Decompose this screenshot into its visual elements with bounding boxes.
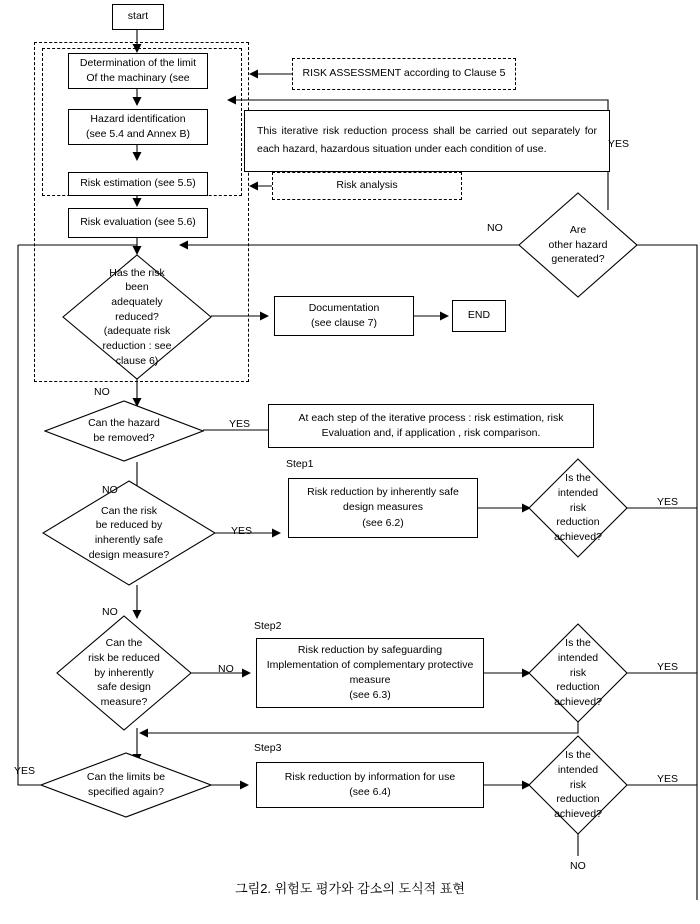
edge-label-yes-intended-1: YES — [657, 496, 679, 508]
node-step1-line2: design measures — [343, 501, 423, 514]
node-step2-line3: measure — [349, 674, 391, 686]
step3-label: Step3 — [254, 742, 282, 754]
oh-l2: other hazard — [548, 238, 608, 251]
node-step1-line1: Risk reduction by inherently safe — [307, 486, 459, 499]
int2-l4: reduction — [556, 681, 600, 694]
hrr-l2: been — [125, 281, 149, 294]
decision-intended-reduction-achieved-2[interactable] — [528, 623, 628, 723]
int3-l3: risk — [569, 778, 587, 791]
note-risk-analysis-label: Risk analysis — [336, 179, 398, 192]
chr-l1: Can the hazard — [88, 417, 160, 430]
crri-l2: be reduced by — [95, 519, 163, 532]
node-end-label: END — [467, 309, 491, 322]
crri2-l2: risk be reduced — [88, 651, 160, 664]
chr-l2: be removed? — [93, 432, 155, 444]
crri2-l5: measure? — [100, 696, 148, 709]
node-step1-risk-reduction[interactable] — [288, 478, 478, 538]
node-hazard-identification-line2: (see 5.4 and Annex B) — [86, 128, 190, 140]
node-determination-line2: Of the machinary (see — [86, 72, 190, 84]
node-step2-line1: Risk reduction by safeguarding — [297, 643, 443, 656]
node-documentation[interactable] — [274, 296, 414, 336]
node-hazard-identification-line1: Hazard identification — [90, 112, 186, 125]
int1-l5: achieved? — [554, 531, 602, 544]
node-risk-estimation[interactable] — [68, 172, 208, 196]
node-step1-line3: (see 6.2) — [362, 516, 404, 529]
int3-l5: achieved? — [554, 808, 602, 821]
note-each-step-line2: Evaluation and, if application , risk comparison. — [321, 427, 541, 439]
node-step3-line2: (see 6.4) — [349, 786, 391, 798]
note-risk-assessment — [292, 58, 516, 90]
step2-label: Step2 — [254, 620, 282, 632]
node-start[interactable] — [112, 4, 164, 30]
int3-l1: Is the — [565, 749, 591, 762]
decision-other-hazard-generated[interactable] — [518, 192, 638, 298]
edge-label-yes-other-hazard: YES — [608, 138, 630, 150]
node-end[interactable] — [452, 300, 506, 332]
decision-has-risk-reduced[interactable] — [62, 254, 212, 380]
edge-label-no-risk-inherent: NO — [102, 606, 118, 618]
edge-label-yes-risk-inherent: YES — [231, 525, 253, 537]
decision-can-hazard-be-removed[interactable] — [44, 400, 204, 462]
node-determination-of-limits[interactable] — [68, 53, 208, 89]
node-step2-line4: (see 6.3) — [349, 689, 391, 702]
int1-l2: intended — [557, 486, 599, 499]
node-step2-risk-reduction[interactable] — [256, 638, 484, 708]
int1-l4: reduction — [556, 516, 600, 529]
note-iterative-process — [244, 110, 610, 172]
crri2-l3: by inherently — [94, 666, 154, 679]
crri2-l1: Can the — [105, 637, 143, 650]
decision-intended-reduction-achieved-1[interactable] — [528, 458, 628, 558]
note-iterative-process-text: This iterative risk reduction process shall be carried out separately for each hazard, hazardous situation under each condition of use. — [257, 125, 597, 155]
edge-label-no-other-hazard: NO — [487, 222, 503, 234]
hrr-l4: reduced? — [115, 310, 159, 323]
node-hazard-identification[interactable] — [68, 109, 208, 145]
edge-label-no-risk-inherent-2: NO — [218, 663, 234, 675]
oh-l1: Are — [569, 223, 587, 236]
figure-caption: 그림2. 위험도 평가와 감소의 도식적 표현 — [235, 881, 465, 896]
node-determination-line1: Determination of the limit — [79, 56, 197, 69]
crri2-l4: safe design — [97, 681, 151, 694]
edge-label-no-has-risk: NO — [94, 386, 110, 398]
edge-label-no-intended-3: NO — [570, 860, 586, 872]
node-start-label: start — [127, 10, 149, 23]
int2-l1: Is the — [565, 637, 591, 650]
node-step3-line1: Risk reduction by information for use — [284, 770, 456, 783]
oh-l3: generated? — [551, 253, 605, 266]
int2-l2: intended — [557, 651, 599, 664]
edge-label-yes-intended-3: YES — [657, 773, 679, 785]
int1-l3: risk — [569, 501, 587, 514]
node-risk-evaluation-label: Risk evaluation (see 5.6) — [80, 216, 196, 229]
hrr-l5: (adequate risk — [103, 325, 171, 338]
step1-label: Step1 — [286, 458, 314, 470]
decision-can-risk-reduced-inherent-2[interactable] — [56, 615, 192, 731]
crri-l4: design measure? — [88, 548, 170, 561]
decision-can-limits-be-specified[interactable] — [40, 752, 212, 818]
node-step3-risk-reduction[interactable] — [256, 762, 484, 808]
note-risk-analysis — [272, 172, 462, 200]
hrr-l1: Has the risk — [109, 266, 165, 279]
int1-l1: Is the — [565, 472, 591, 485]
hrr-l7: clause 6) — [115, 354, 159, 367]
hrr-l6: reduction : see — [102, 340, 172, 353]
crri-l3: inherently safe — [94, 534, 164, 546]
crri-l1: Can the risk — [100, 504, 158, 517]
decision-intended-reduction-achieved-3[interactable] — [528, 735, 628, 835]
edge-label-yes-hazard-removed: YES — [229, 418, 251, 430]
node-risk-estimation-label: Risk estimation (see 5.5) — [80, 177, 196, 190]
note-each-step — [268, 404, 594, 448]
node-risk-evaluation[interactable] — [68, 208, 208, 238]
decision-can-risk-reduced-inherent-1[interactable] — [42, 480, 216, 586]
note-each-step-line1: At each step of the iterative process : risk estimation, risk — [298, 411, 564, 424]
node-documentation-line2: (see clause 7) — [311, 317, 377, 329]
int3-l2: intended — [557, 763, 599, 776]
edge-label-yes-intended-2: YES — [657, 661, 679, 673]
edge-label-yes-can-limits: YES — [14, 765, 36, 777]
int2-l5: achieved? — [554, 696, 602, 709]
int2-l3: risk — [569, 666, 587, 679]
node-documentation-line1: Documentation — [308, 301, 380, 314]
edge-label-no-hazard-removed: NO — [102, 484, 118, 496]
int3-l4: reduction — [556, 793, 600, 806]
hrr-l3: adequately — [111, 295, 163, 308]
note-risk-assessment-label: RISK ASSESSMENT according to Clause 5 — [302, 67, 506, 80]
cls-l1: Can the limits be — [86, 771, 166, 784]
node-step2-line2: Implementation of complementary protective — [266, 658, 474, 671]
cls-l2: specified again? — [88, 786, 164, 798]
